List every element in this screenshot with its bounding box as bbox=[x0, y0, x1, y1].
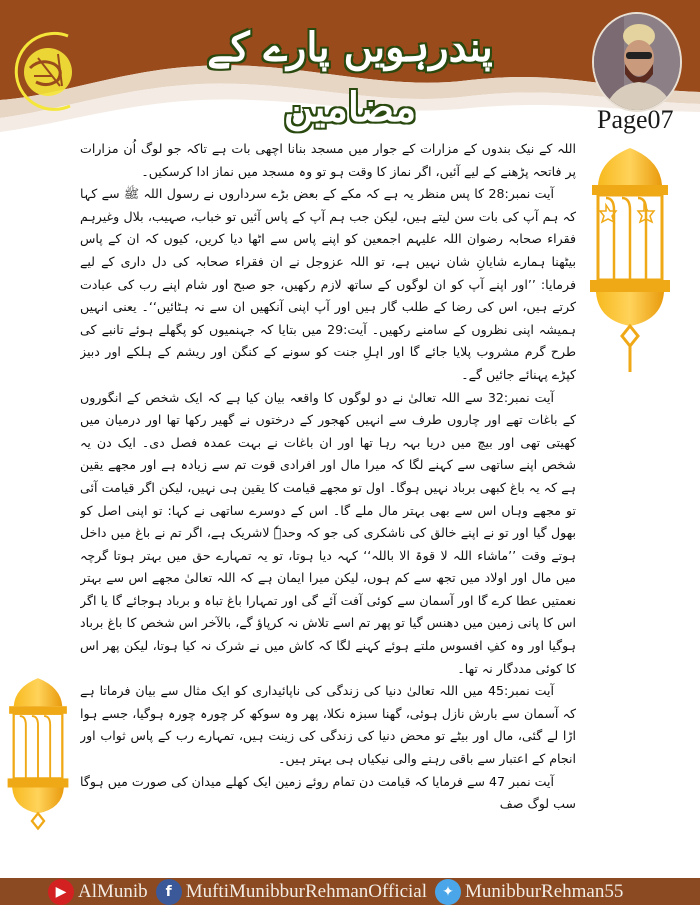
facebook-icon: f bbox=[156, 879, 182, 905]
paragraph-ayah-32: آیت نمبر:32 سے اللہ تعالیٰ نے دو لوگوں کا واقعہ بیان کیا ہے کہ ایک شخص کے انگوروں کے باغات تھے اور چاروں طرف سے انہیں کھجور کے درختوں نے گھیر رکھا تھا اور درمیان میں کھیتی تھی اور بیچ میں دریا بہہ رہا تھا اور ان باغات نے بہت عمدہ فصل دی۔ ایک دن یہ شخص اپنے ساتھی سے کہنے لگا کہ میرا مال اور افرادی قوت تم سے زیادہ ہے اور مجھے یقین ہے کہ یہ باغ کبھی برباد نہیں ہوگا۔ اول تو مجھے قیامت کا یقین ہی نہیں، لیکن اگر قیامت آئی تو مجھے وہاں اس سے بھی بہتر مال ملے گا۔ اس کے دوسرے ساتھی نے کہا: تو اپنی اصل کو بھول گیا اور تو نے اپنے خالق کی ناشکری کی جو کہ وحدہٗ لاشریک ہے، اگر تم نے باغ میں داخل ہوتے وقت ’’ماشاء اللہ لا قوۃ الا باللہ‘‘ کہہ دیا ہوتا، تو یہ تمہارے حق میں بہتر ہوتا گرچہ میں مال اور اولاد میں تجھ سے کم ہوں، لیکن میرا ایمان ہے کہ اللہ تعالیٰ مجھے اس سے بہتر نعمتیں عطا کرے گا اور آسمان سے کوئی آفت آئے گی اور تمہارا باغ تباہ و برباد ہوجائے گا یا اگر اس کا پانی زمین میں دھنس گیا تو پھر تم اسے تلاش نہ کرپاؤ گے، بالآخر اس شخص کا باغ برباد ہوگیا اور وہ کفِ افسوس ملتے ہوئے کہنے لگا کہ کاش میں نے شرک نہ کیا ہوتا، لیکن پھر اس کا کوئی مددگار نہ تھا۔ bbox=[80, 389, 576, 676]
twitter-handle: MunibburRehman55 bbox=[465, 880, 624, 902]
lantern-decoration-icon bbox=[0, 672, 76, 882]
paragraph-intro: اللہ کے نیک بندوں کے مزارات کے جوار میں مسجد بنانا اچھی بات ہے تاکہ جو لوگ اُن مزارات پر فاتحہ پڑھنے کے لیے آئیں، اگر نماز کا وقت ہو تو وہ مسجد میں نماز ادا کرسکیں۔ bbox=[80, 141, 576, 179]
quran-calligraphy-logo-icon bbox=[8, 28, 86, 114]
paragraph-ayah-45: آیت نمبر:45 میں اللہ تعالیٰ دنیا کی زندگی کی ناپائیداری کو ایک مثال سے بیان فرماتا ہے کہ آسمان سے بارش نازل ہوئی، گھنا سبزہ نکلا، پھر وہ سوکھ کر چورہ چورہ ہوگیا، جسے ہوا اڑا لے گئی، مال اور بیٹے تو محض دنیا کی زندگی کی زینت ہیں، تمہارے رب کے پاس ثواب اور انجام کے اعتبار سے باقی رہنے والی نیکیاں ہی بہتر ہیں۔ bbox=[80, 683, 576, 767]
facebook-handle: MuftiMunibburRehmanOfficial bbox=[185, 880, 428, 902]
paragraph-ayah-28: آیت نمبر:28 کا پس منظر یہ ہے کہ مکے کے بعض بڑے سرداروں نے رسول اللہ ﷺ سے کہا کہ ہم آپ کی بات سن لیتے ہیں، لیکن جب ہم آپ کے پاس آئیں تو خباب، صہیب، بلال وغیرہم فقراء صحابہ رضوان اللہ علیہم اجمعین کو اپنے پاس سے اٹھا دیا کریں، کیوں کہ ان کے پاس بیٹھنا ہمارے شایانِ شان نہیں ہے، تو اللہ عزوجل نے ان فقراء صحابہ کی دل داری کے لیے فرمایا: ’’اور اپنے آپ کو ان لوگوں کے ساتھ لازم رکھیں، جو صبح اور شام اپنے رب کی عبادت کرتے ہیں، اس کی رضا کے طلب گار ہیں اور آپ اپنی آنکھیں ان سے نہ ہٹائیں‘‘۔ یعنی انہیں ہمیشہ اپنی نظروں کے سامنے رکھیں۔ آیت:29 میں بتایا کہ جہنمیوں کو پگھلے ہوئے تانبے کی طرح گرم مشروب پلایا جائے گا اور اہلِ جنت کو سونے کے کنگن اور ریشم کے ہلکے اور دبیز کپڑے پہنائے جائیں گے۔ bbox=[80, 186, 576, 382]
page-title: پندرہویں پارے کے مضامین bbox=[207, 24, 493, 131]
social-link-twitter[interactable] bbox=[435, 879, 631, 905]
social-footer bbox=[0, 878, 700, 905]
article-body bbox=[80, 138, 576, 874]
youtube-handle: AlMunib bbox=[78, 880, 148, 902]
social-link-youtube[interactable] bbox=[48, 879, 156, 905]
paragraph-ayah-47: آیت نمبر 47 سے فرمایا کہ قیامت دن تمام روئے زمین ایک کھلے میدان کی صورت میں ہوگا سب لوگ صف bbox=[80, 773, 576, 812]
header-banner bbox=[0, 0, 700, 135]
social-link-facebook[interactable] bbox=[156, 879, 435, 905]
youtube-icon: ▶ bbox=[48, 879, 74, 905]
page-number-label: Page07 bbox=[597, 105, 674, 134]
lantern-decoration-icon bbox=[580, 140, 680, 375]
twitter-icon: ✦ bbox=[435, 879, 461, 905]
author-avatar bbox=[592, 12, 682, 112]
